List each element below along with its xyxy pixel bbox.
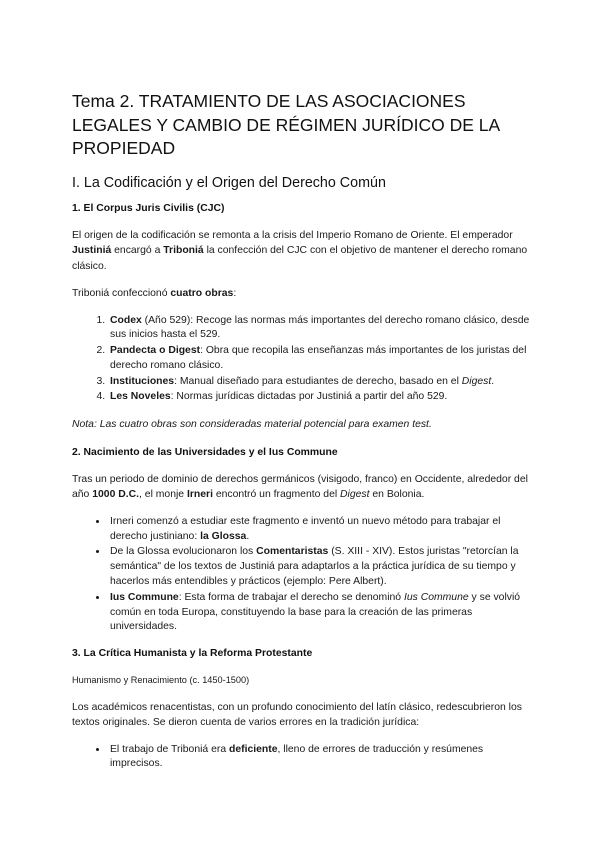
paragraph-humanism: Los académicos renacentistas, con un profundo conocimiento del latín clásico, redescubrieron los textos originales. Se dieron cuenta de varios errores en la tradición jurídica: [72, 701, 522, 729]
universities-bullet-list [72, 515, 534, 635]
subsection-heading-cjc: 1. El Corpus Juris Civilis (CJC) [72, 202, 225, 214]
document-page [72, 90, 534, 784]
paragraph-four-works: Triboniá confeccionó cuatro obras: [72, 288, 237, 299]
list-item: 4. Les Noveles: Normas jurídicas dictadas por Justiniá a partir del año 529. [108, 390, 534, 405]
list-item: 1. Codex (Año 529): Recoge las normas más importantes del derecho romano clásico, desde sus inicios hasta el 529. [108, 314, 534, 344]
subheading-humanism: Humanismo y Renacimiento (c. 1450-1500) [72, 675, 250, 686]
list-item: • Ius Commune: Esta forma de trabajar el derecho se denominó Ius Commune y se volvió común en toda Europa, constituyendo la base para la creación de las primeras universidades. [108, 591, 534, 635]
section-heading: I. La Codificación y el Origen del Derecho Común [72, 174, 386, 191]
list-item: • Irneri comenzó a estudiar este fragmento e inventó un nuevo método para trabajar el derecho justiniano: la Glossa. [108, 515, 534, 545]
subsection-heading-humanism: 3. La Crítica Humanista y la Reforma Protestante [72, 648, 313, 660]
list-item: • De la Glossa evolucionaron los Comentaristas (S. XIII - XIV). Estos juristas "retorcían la semántica" de los textos de Justiniá para adaptarlos a la práctica jurídica de su tiempo y hacerlos más entendibles y prácticos (ejemplo: Pere Albert). [108, 545, 534, 589]
list-item: 2. Pandecta o Digest: Obra que recopila las enseñanzas más importantes de los juristas del derecho romano clásico. [108, 344, 534, 374]
humanism-bullet-list [72, 743, 534, 773]
page-title: Tema 2. TRATAMIENTO DE LAS ASOCIACIONES LEGALES Y CAMBIO DE RÉGIMEN JURÍDICO DE LA PROPIEDAD [72, 91, 500, 158]
paragraph-irneri: Tras un periodo de dominio de derechos germánicos (visigodo, franco) en Occidente, alrededor del año 1000 D.C., el monje Irneri encontró un fragmento del Digest en Bolonia. [72, 473, 528, 501]
list-item: • El trabajo de Triboniá era deficiente, lleno de errores de traducción y resúmenes imprecisos. [108, 743, 534, 773]
exam-note: Nota: Las cuatro obras son consideradas material potencial para examen test. [72, 419, 432, 431]
paragraph-cjc-origin: El origen de la codificación se remonta a la crisis del Imperio Romano de Oriente. El emperador Justiniá encargó a Triboniá la confección del CJC con el objetivo de mantener el derecho romano clásico. [72, 229, 528, 272]
list-item: 3. Instituciones: Manual diseñado para estudiantes de derecho, basado en el Digest. [108, 375, 534, 390]
works-list [72, 314, 534, 406]
subsection-heading-universities: 2. Nacimiento de las Universidades y el Ius Commune [72, 446, 338, 458]
